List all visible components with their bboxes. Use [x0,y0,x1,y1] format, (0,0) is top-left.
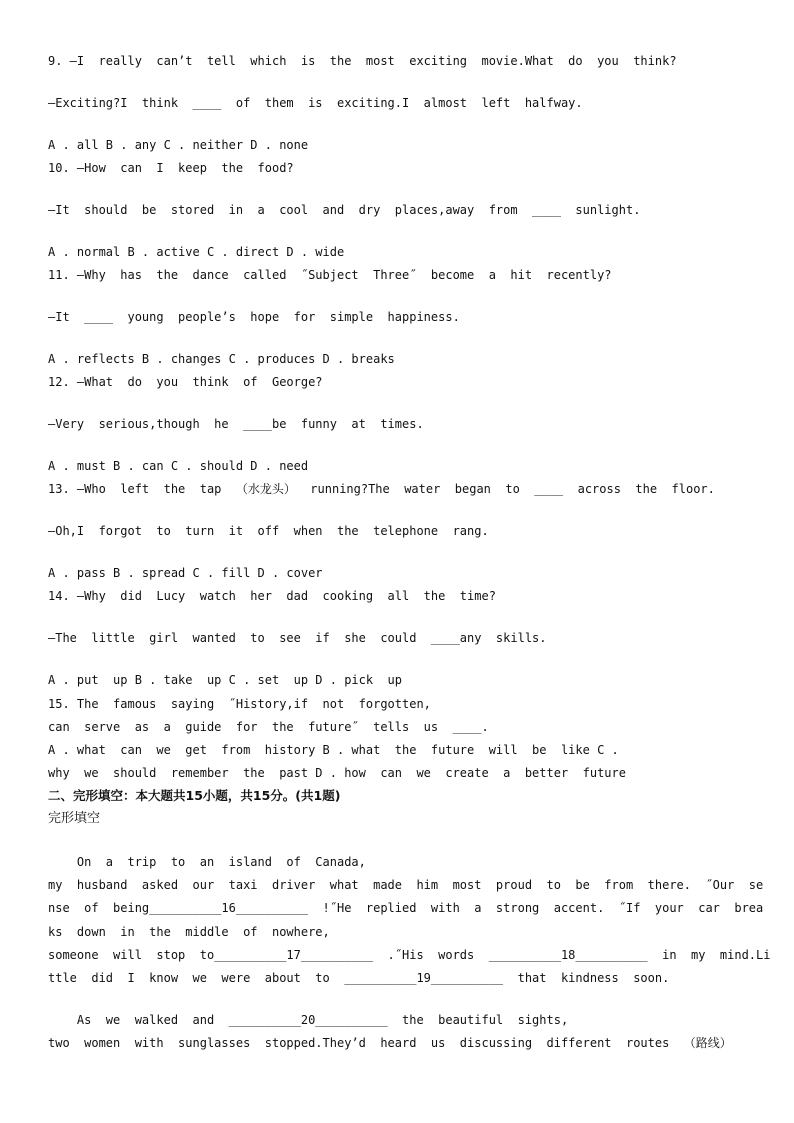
question-13-reply: —Oh,I forgot to turn it off when the telephone rang. [48,524,489,538]
question-13-options: A . pass B . spread C . fill D . cover [48,566,323,580]
question-15-options-line-1: A . what can we get from history B . what the future will be like C . [48,743,619,757]
question-11-reply: —It ____ young people’s hope for simple happiness. [48,310,460,324]
question-12-options: A . must B . can C . should D . need [48,459,309,473]
section-subheading: 完形填空 [48,811,101,826]
question-14-options: A . put up B . take up C . set up D . pick up [48,673,403,687]
passage-line: ttle did I know we were about to __________19__________ that kindness soon. [48,971,670,985]
passage-line: my husband asked our taxi driver what made him most proud to be from there. ˝Our se [48,878,764,892]
question-13-stem: 13. —Who left the tap （水龙头） running?The water began to ____ across the floor. [48,482,715,496]
question-15-stem-line-1: 15. The famous saying ˝History,if not forgotten, [48,697,431,711]
question-9-reply: —Exciting?I think ____ of them is exciting.I almost left halfway. [48,96,583,110]
question-10-reply: —It should be stored in a cool and dry places,away from ____ sunlight. [48,203,641,217]
section-heading: 二、完形填空：本大题共15小题，共15分。(共1题) [48,788,341,803]
question-9-stem: 9. —I really can’t tell which is the most exciting movie.What do you think? [48,54,677,68]
question-10-options: A . normal B . active C . direct D . wide [48,245,345,259]
question-15-stem-line-2: can serve as a guide for the future˝ tells us ____. [48,720,489,734]
passage-line: On a trip to an island of Canada, [48,855,366,869]
question-9-options: A . all B . any C . neither D . none [48,138,309,152]
question-14-reply: —The little girl wanted to see if she could ____any skills. [48,631,547,645]
passage-line: As we walked and __________20__________ the beautiful sights, [48,1013,569,1027]
passage-line: someone will stop to__________17__________ .˝His words __________18__________ in my mind.Li [48,948,771,962]
question-10-stem: 10. —How can I keep the food? [48,161,294,175]
question-11-stem: 11. —Why has the dance called ˝Subject Three˝ become a hit recently? [48,268,612,282]
passage-line: two women with sunglasses stopped.They’d heard us discussing different routes （路线） [48,1036,732,1050]
question-14-stem: 14. —Why did Lucy watch her dad cooking all the time? [48,589,496,603]
passage-line: ks down in the middle of nowhere, [48,925,330,939]
question-15-options-line-2: why we should remember the past D . how can we create a better future [48,766,626,780]
question-12-reply: —Very serious,though he ____be funny at times. [48,417,424,431]
question-12-stem: 12. —What do you think of George? [48,375,323,389]
question-11-options: A . reflects B . changes C . produces D . breaks [48,352,395,366]
passage-line: nse of being__________16__________ !˝He replied with a strong accent. ˝If your car brea [48,901,764,915]
